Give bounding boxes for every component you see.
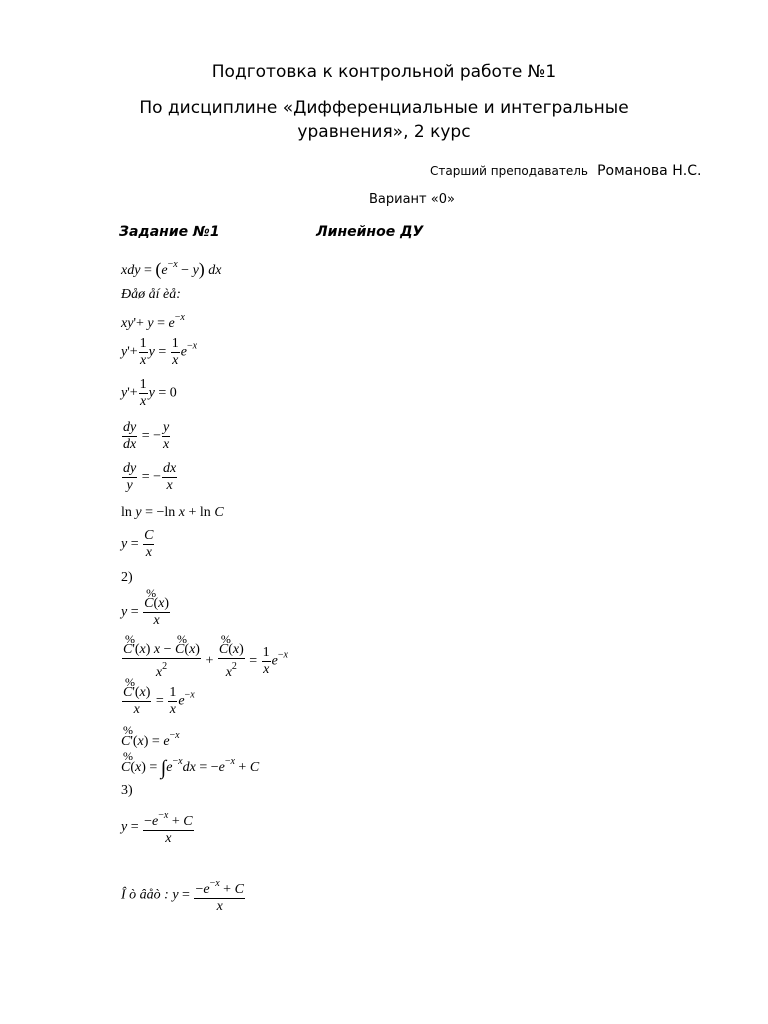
equation-separated: $\frac{dy}{y}$ = − $\frac{dx}{x}$ [123, 461, 177, 493]
task-name: Линейное ДУ [316, 224, 424, 240]
author-name: Романова Н.С. [597, 163, 702, 179]
equation-original: xdy = $(e^{-x} - y)$ dx [121, 259, 222, 279]
solution-label: Ðåø åí èå: [121, 287, 181, 302]
author-prefix: Старший преподаватель [430, 164, 588, 178]
equation-dy-dx: $\frac{dy}{dx}$ = − $\frac{y}{x}$ [123, 420, 170, 452]
variant-label: Вариант «0» [369, 192, 455, 207]
equation-simplified: % $\frac{C'(x)}{x}$ = $\frac{1}{x}$ $e^{-x}$ [121, 685, 195, 718]
task-number: Задание №1 [119, 224, 220, 240]
equation-step1: $xy'+ y = e^{-x}$ [121, 312, 185, 331]
equation-general-homogeneous: y = $\frac{C}{x}$ [121, 528, 154, 560]
document-title-line3: уравнения», 2 курс [297, 122, 471, 142]
equation-log: ln y = −ln x + ln C [121, 505, 224, 520]
equation-variation: y = % $\frac{C(x)}{x}$ [121, 596, 171, 629]
document-title-line2: По дисциплине «Дифференциальные и интегральные [139, 98, 629, 118]
answer-label: Î ò âåò : [121, 887, 169, 903]
equation-substituted: % $\frac{C'(x) x - \% C(x)}{x^2}$ + % $\frac{C(x)}{x^2}$ = $\frac{1}{x}$ $e^{-x}$ [121, 642, 288, 681]
answer-line: Î ò âåò : y = $\frac{-e^{-x} + C}{x}$ [121, 878, 244, 914]
step-3-label: 3) [121, 783, 133, 798]
equation-homogeneous: y'+ $\frac{1}{x}$ y = 0 [121, 377, 177, 409]
equation-c-prime: % $C'(x) = e^{-x}$ [121, 730, 180, 750]
equation-general-solution: y = $\frac{-e^{-x} + C}{x}$ [121, 810, 193, 846]
equation-c-integral: % $C(x) = \int e^{-x}dx = -e^{-x} + C$ [121, 756, 259, 780]
document-title-line1: Подготовка к контрольной работе №1 [211, 62, 557, 82]
equation-step2: y'+ $\frac{1}{x}$ y = $\frac{1}{x}$ $e^{-x}$ [121, 336, 198, 368]
author-line [430, 160, 701, 179]
step-2-label: 2) [121, 570, 133, 585]
